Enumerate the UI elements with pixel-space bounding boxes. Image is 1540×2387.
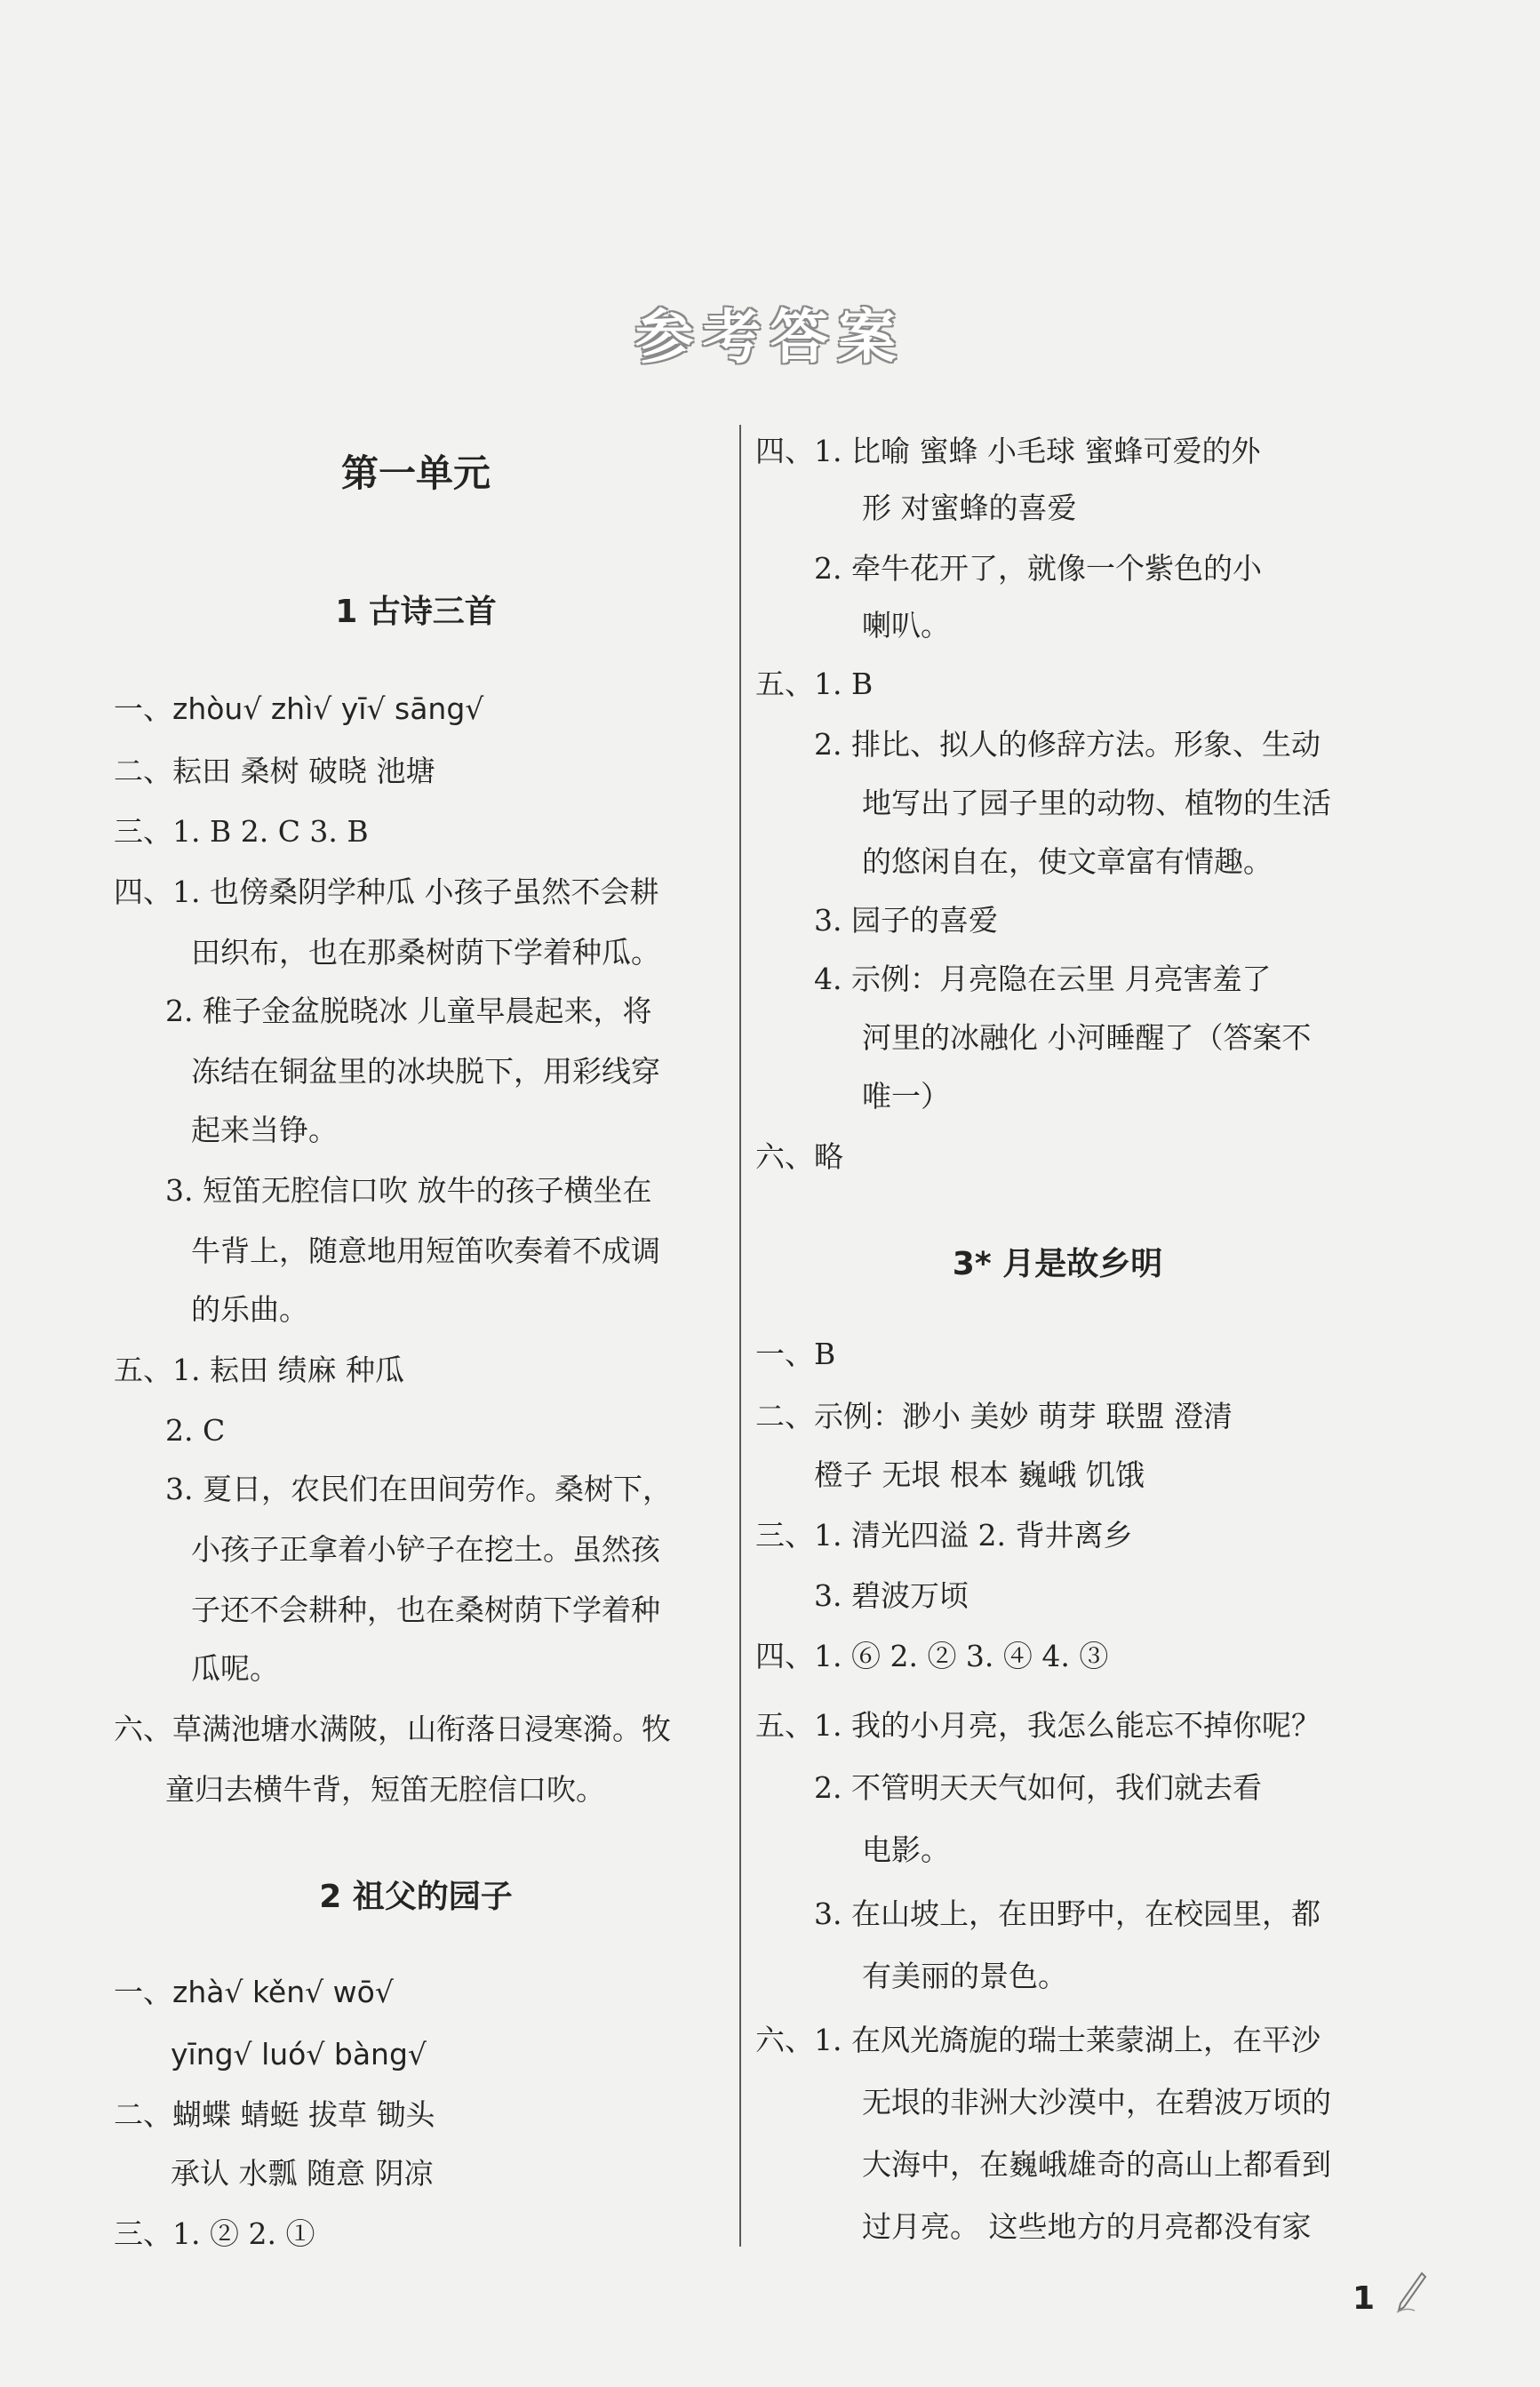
answer-line: 电影。 (862, 1832, 950, 1867)
answer-line: 冻结在铜盆里的冰块脱下，用彩线穿 (191, 1054, 660, 1089)
answer-line: 一、zhòu√ zhì√ yī√ sāng√ (114, 691, 484, 726)
answer-line: 的乐曲。 (191, 1292, 308, 1327)
answer-line: 童归去横牛背，短笛无腔信口吹。 (165, 1772, 605, 1807)
answer-line: 2. C (165, 1413, 226, 1448)
answer-line: 起来当铮。 (191, 1113, 338, 1147)
answer-line: 小孩子正拿着小铲子在挖土。虽然孩 (191, 1532, 660, 1567)
answer-line: 田织布，也在那桑树荫下学着种瓜。 (191, 935, 660, 970)
answer-line: 3. 在山坡上，在田野中，在校园里，都 (814, 1896, 1321, 1931)
answer-line: 大海中，在巍峨雄奇的高山上都看到 (862, 2147, 1331, 2182)
answer-line: 过月亮。 这些地方的月亮都没有家 (862, 2209, 1312, 2244)
answer-line: 四、1. 比喻 蜜蜂 小毛球 蜜蜂可爱的外 (755, 434, 1261, 468)
answer-line: yīng√ luó√ bàng√ (171, 2037, 427, 2072)
page-number: 1 (1352, 2280, 1376, 2317)
answer-line: 五、1. 我的小月亮，我怎么能忘不掉你呢？ (755, 1708, 1321, 1743)
answer-line: 唯一） (862, 1079, 950, 1114)
answer-line: 承认 水瓢 随意 阴凉 (171, 2156, 434, 2191)
answer-line: 无垠的非洲大沙漠中，在碧波万顷的 (862, 2085, 1331, 2120)
answer-line: 瓜呢。 (191, 1651, 279, 1686)
answer-line: 一、B (755, 1337, 836, 1371)
answer-line: 三、1. ② 2. ① (114, 2216, 315, 2251)
answer-line: 二、示例：渺小 美妙 萌芽 联盟 澄清 (755, 1399, 1233, 1433)
pen-icon (1395, 2271, 1427, 2318)
answer-line: 的悠闲自在，使文章富有情趣。 (862, 844, 1273, 879)
answer-line: 3. 碧波万顷 (814, 1578, 969, 1613)
answer-line: 三、1. B 2. C 3. B (114, 814, 369, 849)
answer-line: 2. 牵牛花开了，就像一个紫色的小 (814, 551, 1262, 586)
answer-line: 五、1. B (755, 667, 874, 701)
answer-line: 二、耘田 桑树 破晓 池塘 (114, 754, 435, 788)
answer-line: 六、略 (755, 1139, 843, 1174)
answer-line: 橙子 无垠 根本 巍峨 饥饿 (814, 1457, 1145, 1492)
answer-line: 2. 不管明天天气如何，我们就去看 (814, 1770, 1262, 1805)
answer-line: 有美丽的景色。 (862, 1959, 1067, 1993)
lesson-title-3: 3* 月是故乡明 (952, 1246, 1163, 1282)
lesson-title-2: 2 祖父的园子 (319, 1879, 513, 1915)
answer-line: 3. 园子的喜爱 (814, 903, 998, 938)
answer-line: 喇叭。 (862, 608, 950, 643)
answer-line: 三、1. 清光四溢 2. 背井离乡 (755, 1518, 1133, 1553)
answer-line: 4. 示例：月亮隐在云里 月亮害羞了 (814, 962, 1272, 996)
answer-line: 四、1. 也傍桑阴学种瓜 小孩子虽然不会耕 (114, 874, 659, 909)
answer-line: 二、蝴蝶 蜻蜓 拔草 锄头 (114, 2097, 435, 2132)
answer-line: 六、1. 在风光旖旎的瑞士莱蒙湖上，在平沙 (755, 2023, 1321, 2057)
lesson-title-1: 1 古诗三首 (335, 594, 497, 630)
answer-line: 一、zhà√ kěn√ wō√ (114, 1975, 394, 2009)
answer-line: 四、1. ⑥ 2. ② 3. ④ 4. ③ (755, 1639, 1109, 1673)
unit-title: 第一单元 (340, 451, 491, 495)
column-divider (739, 425, 741, 2247)
page-title: 参考答案 (634, 302, 906, 371)
answer-line: 牛背上，随意地用短笛吹奏着不成调 (191, 1233, 660, 1268)
answer-line: 地写出了园子里的动物、植物的生活 (862, 786, 1331, 820)
answer-line: 3. 短笛无腔信口吹 放牛的孩子横坐在 (165, 1173, 652, 1208)
answer-line: 2. 稚子金盆脱晓冰 儿童早晨起来，将 (165, 994, 652, 1028)
answer-line: 六、草满池塘水满陂，山衔落日浸寒漪。牧 (114, 1712, 671, 1746)
answer-line: 五、1. 耘田 绩麻 种瓜 (114, 1353, 404, 1387)
answer-line: 形 对蜜蜂的喜爱 (862, 491, 1077, 525)
answer-line: 河里的冰融化 小河睡醒了（答案不 (862, 1020, 1312, 1055)
answer-line: 子还不会耕种，也在桑树荫下学着种 (191, 1593, 660, 1627)
answer-line: 2. 排比、拟人的修辞方法。形象、生动 (814, 727, 1321, 762)
answer-line: 3. 夏日，农民们在田间劳作。桑树下， (165, 1472, 672, 1506)
